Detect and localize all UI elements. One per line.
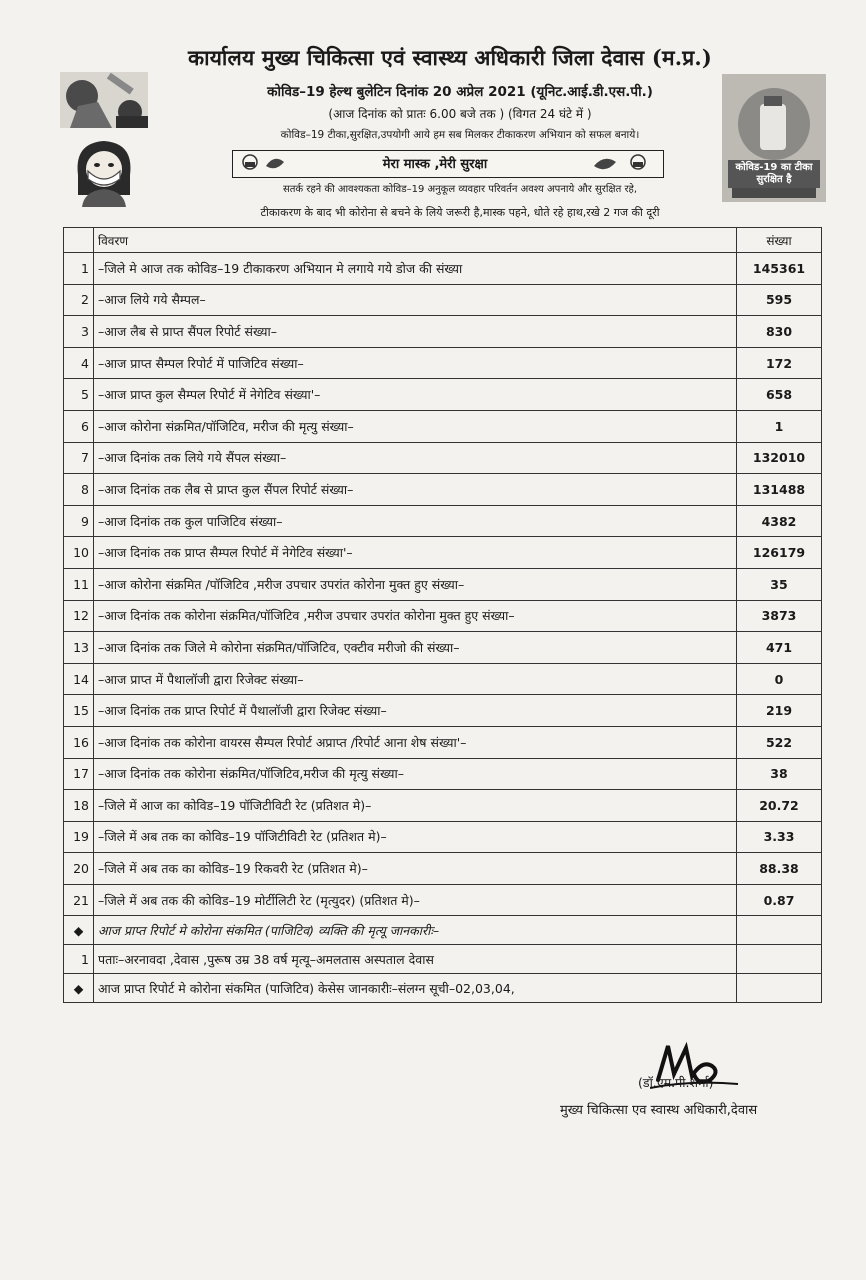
row-value: 131488 xyxy=(737,474,822,506)
empty-value-cell xyxy=(737,974,822,1003)
table-row xyxy=(64,284,822,316)
table-row xyxy=(64,600,822,632)
slogan-text: मेरा मास्क ,मेरी सुरक्षा xyxy=(382,157,488,172)
row-description: –आज कोरोना संक्रमित/पॉजिटिव, मरीज की मृत्यु संख्या– xyxy=(94,410,737,442)
death-detail-row xyxy=(64,945,822,974)
row-description: –आज लैब से प्राप्त सैंपल रिपोर्ट संख्या– xyxy=(94,316,737,348)
row-number: 15 xyxy=(64,695,94,727)
row-number: 6 xyxy=(64,410,94,442)
table-row xyxy=(64,726,822,758)
row-value: 132010 xyxy=(737,442,822,474)
row-number: 14 xyxy=(64,663,94,695)
death-info-heading: आज प्राप्त रिपोर्ट मे कोरोना संकमित (पाजिटिव) व्यक्ति की मृत्यू जानकारीः– xyxy=(94,916,737,945)
row-description: –आज प्राप्त सैम्पल रिपोर्ट में पाजिटिव संख्या– xyxy=(94,347,737,379)
table-row xyxy=(64,853,822,885)
row-number: 12 xyxy=(64,600,94,632)
row-number: 18 xyxy=(64,790,94,822)
row-description: –आज दिनांक तक लिये गये सैंपल संख्या– xyxy=(94,442,737,474)
row-value: 595 xyxy=(737,284,822,316)
table-row xyxy=(64,568,822,600)
row-value: 35 xyxy=(737,568,822,600)
cases-info-row xyxy=(64,974,822,1003)
masked-face-icon xyxy=(590,152,650,174)
row-description: –जिले में आज का कोविड–19 पॉजिटीविटी रेट (प्रतिशत मे)– xyxy=(94,790,737,822)
precaution-line: टीकाकरण के बाद भी कोरोना से बचने के लिये जरूरी है,मास्क पहने, धोते रहे हाथ,रखे 2 गज की दूरी xyxy=(260,206,660,219)
vaccination-photo-icon xyxy=(60,72,148,128)
row-description: –आज दिनांक तक जिले मे कोरोना संक्रमित/पॉजिटिव, एक्टीव मरीजो की संख्या– xyxy=(94,632,737,664)
table-row xyxy=(64,442,822,474)
row-value: 3.33 xyxy=(737,821,822,853)
row-value: 88.38 xyxy=(737,853,822,885)
death-detail-text: पताः–अरनावदा ,देवास ,पुरूष उम्र 38 वर्ष मृत्यू–अमलतास अस्पताल देवास xyxy=(94,945,737,974)
row-description: –जिले मे आज तक कोविड–19 टीकाकरण अभियान मे लगाये गये डोज की संख्या xyxy=(94,253,737,285)
row-number: 1 xyxy=(64,253,94,285)
empty-value-cell xyxy=(737,945,822,974)
row-description: –आज प्राप्त कुल सैम्पल रिपोर्ट में नेगेटिव संख्या'– xyxy=(94,379,737,411)
row-number: 13 xyxy=(64,632,94,664)
table-row xyxy=(64,410,822,442)
table-row xyxy=(64,632,822,664)
row-number: 11 xyxy=(64,568,94,600)
covid-bulletin-table xyxy=(63,227,822,1003)
row-description: –आज दिनांक तक कोरोना संक्रमित/पॉजिटिव ,मरीज उपचार उपरांत कोरोना मुक्त हुए संख्या– xyxy=(94,600,737,632)
office-title: कार्यालय मुख्य चिकित्सा एवं स्वास्थ्य अधिकारी जिला देवास (म.प्र.) xyxy=(187,45,713,70)
row-value: 20.72 xyxy=(737,790,822,822)
row-number: 7 xyxy=(64,442,94,474)
table-row xyxy=(64,253,822,285)
death-detail-number: 1 xyxy=(64,945,94,974)
row-value: 219 xyxy=(737,695,822,727)
table-row xyxy=(64,790,822,822)
header-count: संख्या xyxy=(737,228,822,253)
mask-person-icon xyxy=(240,152,286,174)
row-description: –आज प्राप्त में पैथालॉजी द्वारा रिजेक्ट संख्या– xyxy=(94,663,737,695)
row-description: –आज दिनांक तक प्राप्त रिपोर्ट में पैथालॉजी द्वारा रिजेक्ट संख्या– xyxy=(94,695,737,727)
row-value: 4382 xyxy=(737,505,822,537)
table-row xyxy=(64,347,822,379)
row-value: 658 xyxy=(737,379,822,411)
row-value: 126179 xyxy=(737,537,822,569)
row-value: 145361 xyxy=(737,253,822,285)
row-value: 3873 xyxy=(737,600,822,632)
row-value: 471 xyxy=(737,632,822,664)
diamond-bullet-icon: ◆ xyxy=(64,916,94,945)
header-no-cell xyxy=(64,228,94,253)
report-time-line: (आज दिनांक को प्रातः 6.00 बजे तक ) (विगत 24 घंटे में ) xyxy=(328,107,592,121)
row-value: 830 xyxy=(737,316,822,348)
row-number: 20 xyxy=(64,853,94,885)
vaccine-safe-badge: कोविड-19 का टीका सुरक्षित है xyxy=(728,160,820,188)
row-number: 3 xyxy=(64,316,94,348)
advice-line: सतर्क रहने की आवश्यकता कोविड–19 अनुकूल व्यवहार परिवर्तन अवश्य अपनाये और सुरक्षित रहे, xyxy=(282,184,638,195)
row-value: 0.87 xyxy=(737,884,822,916)
diamond-bullet-icon: ◆ xyxy=(64,974,94,1003)
row-number: 8 xyxy=(64,474,94,506)
row-description: –आज दिनांक तक कुल पाजिटिव संख्या– xyxy=(94,505,737,537)
table-row xyxy=(64,505,822,537)
row-value: 1 xyxy=(737,410,822,442)
empty-value-cell xyxy=(737,916,822,945)
row-number: 5 xyxy=(64,379,94,411)
table-row xyxy=(64,316,822,348)
signatory-name: (डॉ.एम.पी.शर्मा) xyxy=(638,1075,714,1090)
row-description: –आज दिनांक तक लैब से प्राप्त कुल सैंपल रिपोर्ट संख्या– xyxy=(94,474,737,506)
row-value: 0 xyxy=(737,663,822,695)
row-description: –आज लिये गये सैम्पल– xyxy=(94,284,737,316)
cases-info-text: आज प्राप्त रिपोर्ट मे कोरोना संकमित (पाजिटिव) केसेस जानकारीः–संलग्न सूची–02,03,04, xyxy=(94,974,737,1003)
table-row xyxy=(64,379,822,411)
table-row xyxy=(64,537,822,569)
masked-girl-icon xyxy=(64,135,144,207)
row-value: 38 xyxy=(737,758,822,790)
row-number: 21 xyxy=(64,884,94,916)
row-number: 19 xyxy=(64,821,94,853)
vaccine-campaign-line: कोविड–19 टीका,सुरक्षित,उपयोगी आये हम सब मिलकर टीकाकरण अभियान को सफल बनाये। xyxy=(280,129,640,141)
row-description: –जिले में अब तक का कोविड–19 रिकवरी रेट (प्रतिशत मे)– xyxy=(94,853,737,885)
row-number: 10 xyxy=(64,537,94,569)
row-number: 4 xyxy=(64,347,94,379)
row-description: –आज दिनांक तक कोरोना संक्रमित/पॉजिटिव,मरीज की मृत्यु संख्या– xyxy=(94,758,737,790)
death-info-heading-row xyxy=(64,916,822,945)
header-description: विवरण xyxy=(94,228,737,253)
table-row xyxy=(64,474,822,506)
row-description: –आज दिनांक तक कोरोना वायरस सैम्पल रिपोर्ट अप्राप्त /रिपोर्ट आना शेष संख्या'– xyxy=(94,726,737,758)
row-number: 2 xyxy=(64,284,94,316)
row-number: 9 xyxy=(64,505,94,537)
row-value: 172 xyxy=(737,347,822,379)
signatory-title: मुख्य चिकित्सा एव स्वास्थ अधिकारी,देवास xyxy=(560,1103,758,1118)
row-description: –जिले में अब तक की कोविड–19 मोर्टीलिटी रेट (मृत्युदर) (प्रतिशत मे)– xyxy=(94,884,737,916)
table-row xyxy=(64,821,822,853)
table-row xyxy=(64,695,822,727)
row-description: –जिले में अब तक का कोविड–19 पॉजिटीविटी रेट (प्रतिशत मे)– xyxy=(94,821,737,853)
row-number: 16 xyxy=(64,726,94,758)
row-value: 522 xyxy=(737,726,822,758)
bulletin-date-line: कोविड–19 हेल्थ बुलेटिन दिनांक 20 अप्रेल 2021 (यूनिट.आई.डी.एस.पी.) xyxy=(267,84,653,100)
table-row xyxy=(64,663,822,695)
row-description: –आज दिनांक तक प्राप्त सैम्पल रिपोर्ट में नेगेटिव संख्या'– xyxy=(94,537,737,569)
table-row xyxy=(64,884,822,916)
row-number: 17 xyxy=(64,758,94,790)
row-description: –आज कोरोना संक्रमित /पॉजिटिव ,मरीज उपचार उपरांत कोरोना मुक्त हुए संख्या– xyxy=(94,568,737,600)
table-row xyxy=(64,758,822,790)
table-header-row xyxy=(64,228,822,253)
